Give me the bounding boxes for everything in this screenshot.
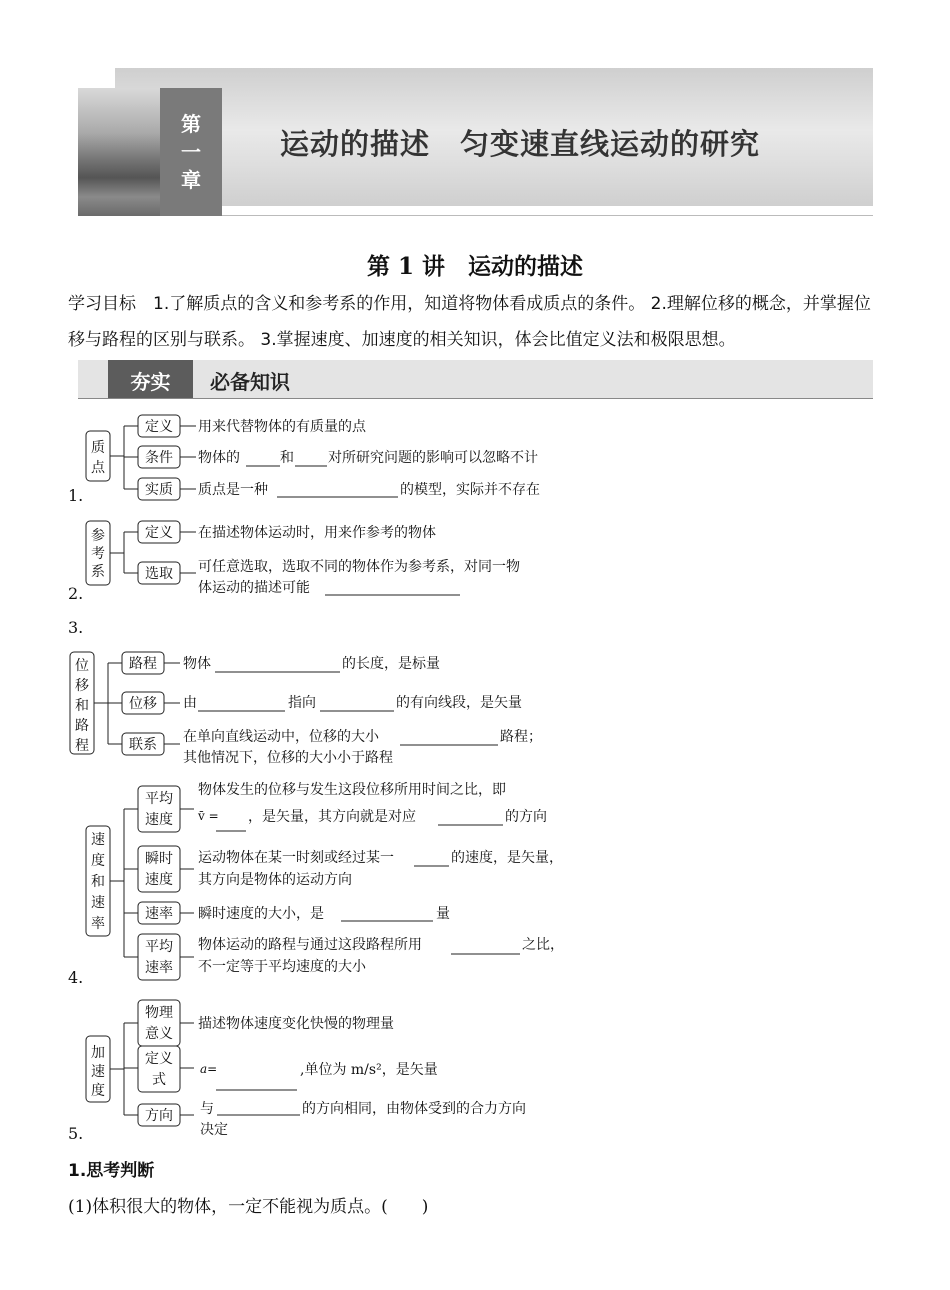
tree-node-text: 不一定等于平均速度的大小 [198, 959, 366, 975]
tree-root-label: 和 [91, 874, 105, 890]
tree-node-label: 路程 [129, 656, 157, 672]
tree-root-label: 加 [91, 1045, 105, 1061]
judge-heading: 1.思考判断 [68, 1161, 155, 1181]
tree-root-label: 位 [75, 658, 89, 674]
tree-node-text: 体运动的描述可能 [198, 580, 310, 596]
tree-node-text: ，是矢量，其方向就是对应 [248, 809, 416, 825]
tree-node-label: 式 [152, 1072, 166, 1088]
item-number: 5. [68, 1124, 84, 1143]
tree-node-label: 位移 [129, 696, 157, 712]
tree-node-text: 的有向线段，是矢量 [396, 695, 522, 711]
tree-root-label: 参 [91, 528, 105, 544]
tree-root-label: 考 [91, 546, 105, 562]
tree-node-text: 指向 [288, 695, 316, 711]
tree-node-label: 意义 [145, 1026, 173, 1042]
tree-node-text: 物体运动的路程与通过这段路程所用 [198, 937, 422, 953]
tree-node-label: 实质 [145, 482, 173, 498]
tree-node-label: 方向 [145, 1108, 173, 1124]
tree-node-text: 的模型，实际并不存在 [400, 482, 540, 498]
tree-node-text: 描述物体速度变化快慢的物理量 [198, 1016, 394, 1032]
goals-label: 学习目标 [68, 294, 136, 314]
tree-root-label: 质 [91, 440, 105, 456]
tree-node-text: a= [200, 1062, 218, 1076]
tree-root-label: 路 [75, 718, 89, 734]
tree-node-text: 用来代替物体的有质量的点 [198, 419, 366, 435]
tree-node-text: 运动物体在某一时刻或经过某一 [198, 850, 394, 866]
tree-node-text: v̄ = [198, 809, 219, 823]
tree-node-text: 对所研究问题的影响可以忽略不计 [328, 450, 538, 466]
tree-root-label: 程 [75, 738, 89, 754]
tree-node-label: 物理 [145, 1005, 173, 1021]
tree-node-text: 瞬时速度的大小，是 [198, 906, 324, 922]
tree-node-text: 在单向直线运动中，位移的大小 [183, 729, 379, 745]
tree-node-label: 条件 [145, 450, 173, 466]
tree-root-label: 度 [91, 1083, 105, 1099]
item-number: 2. [68, 584, 84, 603]
judge-question: (1)体积很大的物体，一定不能视为质点。( ) [68, 1197, 429, 1217]
tree-node-text: 的速度，是矢量， [451, 850, 563, 866]
tree-root-label: 速 [91, 895, 105, 911]
tree-root-label: 度 [91, 853, 105, 869]
tree-node-text: ,单位为 m/s²，是矢量 [300, 1062, 438, 1078]
item-number: 1. [68, 486, 84, 505]
lecture-title: 第 1 讲 运动的描述 [366, 253, 584, 280]
tree-node-text: 的方向相同，由物体受到的合力方向 [302, 1101, 526, 1117]
tree-node-text: 其他情况下，位移的大小小于路程 [183, 750, 393, 766]
tree-node-text: 可任意选取，选取不同的物体作为参考系，对同一物 [198, 559, 520, 575]
tree-node-text: 其方向是物体的运动方向 [198, 872, 352, 888]
tree-node-label: 平均 [145, 939, 173, 955]
tree-node-label: 速度 [145, 872, 173, 888]
tree-node-label: 定义 [145, 419, 173, 435]
tree-node-label: 瞬时 [145, 851, 173, 867]
tree-node-text: 物体的 [198, 450, 240, 466]
tree-root-label: 率 [91, 916, 105, 932]
tree-root-label: 速 [91, 832, 105, 848]
tree-node-text: 决定 [200, 1122, 228, 1138]
tree-node-text: 和 [280, 450, 294, 466]
tree-node-text: 物体 [183, 656, 211, 672]
tree-node-label: 平均 [145, 791, 173, 807]
tree-node-label: 速率 [145, 906, 173, 922]
goals-text: 1.了解质点的含义和参考系的作用，知道将物体看成质点的条件。 2.理解位移的概念，并掌握位移与路程的区别与联系。 3.掌握速度、加速度的相关知识，体会比值定义法和极限思想。 [68, 294, 871, 350]
tree-node-text: 的方向 [505, 809, 547, 825]
item-number: 3. [68, 618, 84, 637]
item-number: 4. [68, 968, 84, 987]
tree-node-text: 由 [183, 695, 197, 711]
tree-node-label: 定义 [145, 1051, 173, 1067]
tree-node-text: 量 [436, 906, 450, 922]
tree-root-label: 和 [75, 698, 89, 714]
section-label: 夯实 [130, 370, 171, 394]
chapter-title: 运动的描述 匀变速直线运动的研究 [280, 127, 761, 161]
tree-node-text: 路程； [500, 729, 542, 745]
tree-root-label: 系 [91, 564, 105, 580]
tree-node-text: 物体发生的位移与发生这段位移所用时间之比，即 [198, 782, 506, 798]
tree-node-text: 之比， [522, 937, 564, 953]
tree-node-label: 联系 [129, 737, 157, 753]
section-title: 必备知识 [210, 370, 290, 394]
tree-node-text: 与 [200, 1101, 214, 1117]
tree-node-label: 选取 [145, 566, 173, 582]
tree-node-label: 速度 [145, 812, 173, 828]
tree-node-text: 在描述物体运动时，用来作参考的物体 [198, 525, 436, 541]
tree-node-label: 速率 [145, 960, 173, 976]
tree-root-label: 速 [91, 1064, 105, 1080]
tree-node-label: 定义 [145, 525, 173, 541]
tree-node-text: 的长度，是标量 [342, 656, 440, 672]
tree-root-label: 点 [91, 460, 105, 476]
tree-node-text: 质点是一种 [198, 482, 268, 498]
tree-root-label: 移 [75, 678, 89, 694]
chapter-label: 第 一 章 [181, 112, 201, 192]
